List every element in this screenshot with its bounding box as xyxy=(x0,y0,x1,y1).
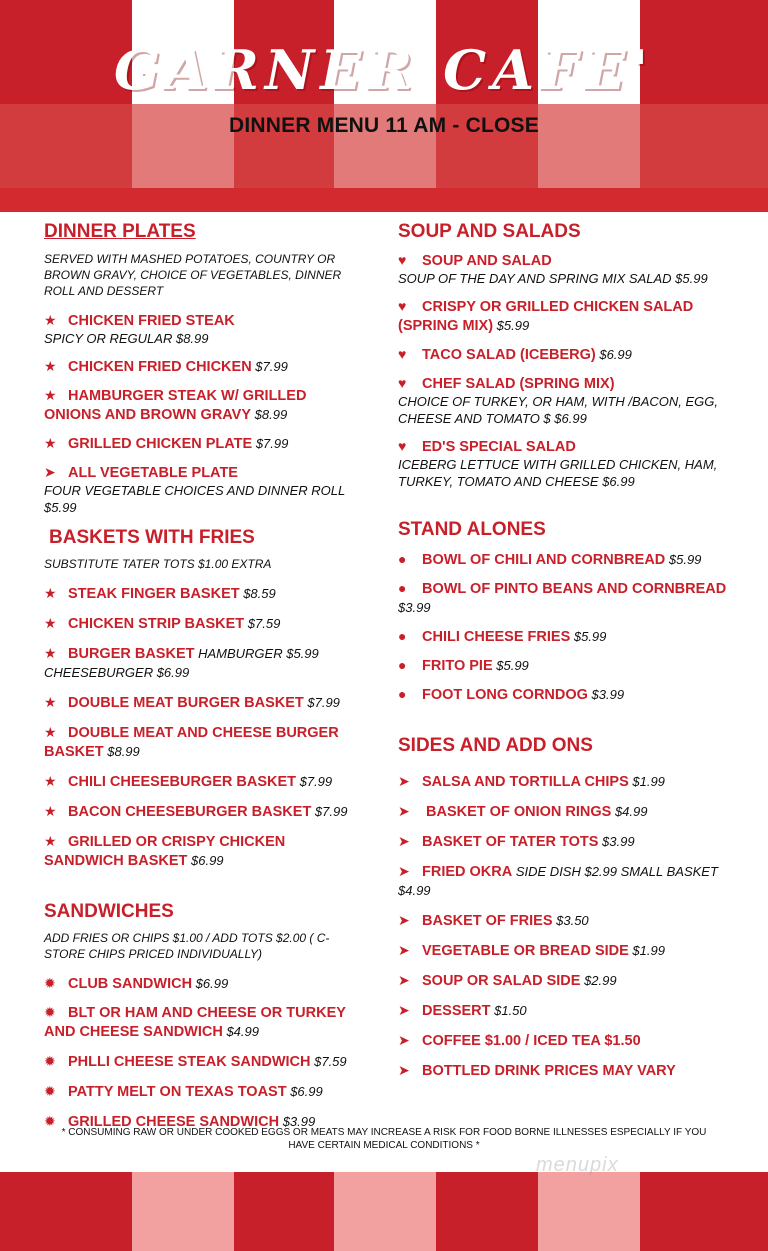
menu-item xyxy=(398,374,736,427)
item-name: CRISPY OR GRILLED CHICKEN SALAD (SPRING MIX) xyxy=(398,299,694,334)
item-price: $4.99 xyxy=(611,804,648,819)
dot-icon: ● xyxy=(398,551,407,567)
item-name: SOUP AND SALAD xyxy=(422,253,552,269)
footer-banner xyxy=(0,1172,768,1251)
heart-icon: ♥ xyxy=(398,252,407,268)
dinner-plates-note: SERVED WITH MASHED POTATOES, COUNTRY OR BROWN GRAVY, CHOICE OF VEGETABLES, DINNER ROLL AND DESSERT xyxy=(44,252,342,298)
gingham-stripe xyxy=(640,1172,768,1251)
dot-icon: ● xyxy=(398,628,407,644)
item-name: BASKET OF ONION RINGS xyxy=(422,804,612,820)
item-price: HAMBURGER $5.99 CHEESEBURGER $6.99 xyxy=(44,646,319,680)
item-price: $1.99 xyxy=(628,943,665,958)
arrow-icon: ➤ xyxy=(398,833,410,849)
star-icon: ★ xyxy=(44,312,57,328)
starburst-icon: ✹ xyxy=(44,1053,56,1069)
menu-item xyxy=(44,357,362,376)
dot-icon: ● xyxy=(398,580,407,596)
dinner-plates-title: DINNER PLATES xyxy=(44,221,196,242)
item-price: $3.99 xyxy=(598,834,635,849)
dot-icon: ● xyxy=(398,686,407,702)
item-price: $5.99 xyxy=(665,552,702,567)
menu-item xyxy=(398,802,736,821)
heart-icon: ♥ xyxy=(398,438,407,454)
item-price: $8.99 xyxy=(103,744,140,759)
item-price: $1.50 xyxy=(490,1003,527,1018)
menu-item xyxy=(398,685,736,704)
menu-item xyxy=(44,463,362,516)
stand-alones-title: STAND ALONES xyxy=(398,519,546,540)
gingham-stripe xyxy=(132,1172,234,1251)
menu-subtitle: DINNER MENU 11 AM - CLOSE xyxy=(229,114,539,137)
right-column xyxy=(398,220,736,1080)
menu-item xyxy=(398,656,736,675)
item-name: TACO SALAD (ICEBERG) xyxy=(422,347,596,363)
menu-item xyxy=(398,297,736,335)
arrow-icon: ➤ xyxy=(398,1062,410,1078)
item-name: CHILI CHEESE FRIES xyxy=(422,629,571,645)
menu-item xyxy=(398,941,736,960)
heart-icon: ♥ xyxy=(398,375,407,391)
item-name: COFFEE $1.00 / ICED TEA $1.50 xyxy=(422,1033,641,1049)
item-price: $7.99 xyxy=(252,436,289,451)
item-name: ALL VEGETABLE PLATE xyxy=(68,465,238,481)
sides-title: SIDES AND ADD ONS xyxy=(398,735,593,756)
gingham-stripe xyxy=(436,1172,538,1251)
item-price: $6.99 xyxy=(192,976,229,991)
item-price: $3.99 xyxy=(279,1114,316,1129)
item-name: CHICKEN FRIED STEAK xyxy=(68,313,235,329)
item-price: $5.99 xyxy=(492,658,529,673)
menu-item xyxy=(44,644,362,682)
arrow-icon: ➤ xyxy=(398,863,410,879)
item-name: FRIED OKRA xyxy=(422,864,513,880)
menu-item xyxy=(398,1001,736,1020)
item-name: CHEF SALAD (SPRING MIX) xyxy=(422,376,615,392)
baskets-note: SUBSTITUTE TATER TOTS $1.00 EXTRA xyxy=(44,557,272,571)
item-name: PATTY MELT ON TEXAS TOAST xyxy=(68,1084,287,1100)
arrow-icon: ➤ xyxy=(398,942,410,958)
gingham-stripe xyxy=(0,1172,102,1251)
item-price: $6.99 xyxy=(595,347,632,362)
menu-item xyxy=(44,311,362,347)
item-price: $4.99 xyxy=(222,1024,259,1039)
item-price: $7.99 xyxy=(303,695,340,710)
item-name: SOUP OR SALAD SIDE xyxy=(422,973,581,989)
arrow-icon: ➤ xyxy=(398,773,410,789)
gingham-stripe xyxy=(538,1172,640,1251)
arrow-icon: ➤ xyxy=(398,803,410,819)
starburst-icon: ✹ xyxy=(44,1083,56,1099)
item-name: BOWL OF CHILI AND CORNBREAD xyxy=(422,552,666,568)
item-name: GRILLED CHEESE SANDWICH xyxy=(68,1114,280,1130)
menu-item xyxy=(398,251,736,287)
star-icon: ★ xyxy=(44,833,57,849)
item-name: BOTTLED DRINK PRICES MAY VARY xyxy=(422,1063,676,1079)
menu-item xyxy=(44,723,362,761)
heart-icon: ♥ xyxy=(398,346,407,362)
item-name: GRILLED CHICKEN PLATE xyxy=(68,436,253,452)
menu-item xyxy=(398,345,736,364)
item-desc: SPICY OR REGULAR $8.99 xyxy=(44,331,209,346)
menu-item xyxy=(44,832,362,870)
item-name: SALSA AND TORTILLA CHIPS xyxy=(422,774,629,790)
health-disclaimer: * CONSUMING RAW OR UNDER COOKED EGGS OR MEATS MAY INCREASE A RISK FOR FOOD BORNE ILLNESSES ESPECIALLY IF YOU HAVE CERTAIN MEDICAL CONDITIONS * xyxy=(61,1127,707,1151)
menu-item xyxy=(44,386,362,424)
item-name: BOWL OF PINTO BEANS AND CORNBREAD xyxy=(422,581,727,597)
menu-item xyxy=(398,550,736,569)
item-price: $7.99 xyxy=(251,359,288,374)
item-desc: FOUR VEGETABLE CHOICES AND DINNER ROLL $5.99 xyxy=(44,483,345,515)
menu-item xyxy=(44,1052,362,1071)
baskets-title: BASKETS WITH FRIES xyxy=(49,527,255,548)
item-name: CLUB SANDWICH xyxy=(68,976,193,992)
star-icon: ★ xyxy=(44,387,57,403)
item-name: BLT OR HAM AND CHEESE OR TURKEY AND CHEESE SANDWICH xyxy=(44,1005,346,1040)
item-price: $3.99 xyxy=(587,687,625,702)
item-name: DOUBLE MEAT AND CHEESE BURGER BASKET xyxy=(44,725,339,760)
star-icon: ★ xyxy=(44,435,57,451)
item-price: $6.99 xyxy=(187,853,224,868)
arrow-icon: ➤ xyxy=(398,1032,410,1048)
header-bottom-bar xyxy=(0,188,768,212)
item-price: $7.59 xyxy=(244,616,281,631)
menu-item xyxy=(398,971,736,990)
dot-icon: ● xyxy=(398,657,407,673)
menu-item xyxy=(44,584,362,603)
item-name: GRILLED OR CRISPY CHICKEN SANDWICH BASKET xyxy=(44,834,286,869)
item-price: $7.99 xyxy=(296,774,333,789)
menu-item xyxy=(398,772,736,791)
item-name: VEGETABLE OR BREAD SIDE xyxy=(422,943,629,959)
menu-item xyxy=(44,434,362,453)
arrow-icon: ➤ xyxy=(398,912,410,928)
item-desc: ICEBERG LETTUCE WITH GRILLED CHICKEN, HAM, TURKEY, TOMATO AND CHEESE $6.99 xyxy=(398,457,718,489)
menu-item xyxy=(44,693,362,712)
menu-item xyxy=(44,614,362,633)
item-price: SIDE DISH $2.99 SMALL BASKET $4.99 xyxy=(398,864,718,898)
item-name: BASKET OF TATER TOTS xyxy=(422,834,599,850)
item-price: $5.99 xyxy=(570,629,607,644)
item-name: FOOT LONG CORNDOG xyxy=(422,687,588,703)
item-name: DESSERT xyxy=(422,1003,491,1019)
star-icon: ★ xyxy=(44,773,57,789)
item-name: HAMBURGER STEAK W/ GRILLED ONIONS AND BROWN GRAVY xyxy=(44,388,307,423)
item-name: DOUBLE MEAT BURGER BASKET xyxy=(68,695,304,711)
soup-salads-title: SOUP AND SALADS xyxy=(398,221,581,242)
star-icon: ★ xyxy=(44,358,57,374)
heart-icon: ♥ xyxy=(398,298,407,314)
left-column xyxy=(44,220,362,1131)
item-price: $3.50 xyxy=(552,913,589,928)
star-icon: ★ xyxy=(44,645,57,661)
menu-item xyxy=(398,579,736,617)
item-name: BURGER BASKET xyxy=(68,646,195,662)
item-name: CHICKEN FRIED CHICKEN xyxy=(68,359,252,375)
starburst-icon: ✹ xyxy=(44,975,56,991)
header-banner xyxy=(0,0,768,212)
star-icon: ★ xyxy=(44,803,57,819)
star-icon: ★ xyxy=(44,694,57,710)
menu-item xyxy=(398,862,736,900)
item-desc: SOUP OF THE DAY AND SPRING MIX SALAD $5.99 xyxy=(398,271,708,286)
menu-item xyxy=(398,911,736,930)
gingham-stripe xyxy=(334,1172,436,1251)
item-name: ED'S SPECIAL SALAD xyxy=(422,439,576,455)
starburst-icon: ✹ xyxy=(44,1113,56,1129)
arrow-icon: ➤ xyxy=(398,972,410,988)
arrow-icon: ➤ xyxy=(44,464,56,480)
item-name: STEAK FINGER BASKET xyxy=(68,586,240,602)
item-name: PHLLI CHEESE STEAK SANDWICH xyxy=(68,1054,311,1070)
sandwiches-title: SANDWICHES xyxy=(44,901,174,922)
sandwiches-note: ADD FRIES OR CHIPS $1.00 / ADD TOTS $2.00 ( C-STORE CHIPS PRICED INDIVIDUALLY) xyxy=(44,931,330,961)
item-name: FRITO PIE xyxy=(422,658,493,674)
item-name: BACON CHEESEBURGER BASKET xyxy=(68,804,312,820)
cafe-title: GARNER CAFE' xyxy=(114,38,654,102)
item-desc: CHOICE OF TURKEY, OR HAM, WITH /BACON, EGG, CHEESE AND TOMATO $ $6.99 xyxy=(398,394,718,426)
menu-item xyxy=(44,1003,362,1041)
star-icon: ★ xyxy=(44,724,57,740)
item-price: $7.99 xyxy=(311,804,348,819)
menu-item xyxy=(398,1061,736,1080)
item-price: $1.99 xyxy=(628,774,665,789)
item-name: BASKET OF FRIES xyxy=(422,913,553,929)
item-name: CHILI CHEESEBURGER BASKET xyxy=(68,774,296,790)
item-price: $8.59 xyxy=(239,586,276,601)
star-icon: ★ xyxy=(44,615,57,631)
item-price: $8.99 xyxy=(251,407,288,422)
star-icon: ★ xyxy=(44,585,57,601)
menu-item xyxy=(398,832,736,851)
menu-item xyxy=(44,974,362,993)
gingham-stripe xyxy=(234,1172,336,1251)
item-price: $2.99 xyxy=(580,973,617,988)
item-price: $5.99 xyxy=(493,318,530,333)
item-name: CHICKEN STRIP BASKET xyxy=(68,616,245,632)
item-price: $3.99 xyxy=(398,600,431,615)
watermark-logo: menupix xyxy=(536,1154,619,1176)
menu-item xyxy=(44,772,362,791)
menu-item xyxy=(398,437,736,490)
menu-item xyxy=(398,627,736,646)
starburst-icon: ✹ xyxy=(44,1004,56,1020)
gingham-stripe xyxy=(102,1172,132,1251)
item-price: $6.99 xyxy=(286,1084,323,1099)
item-price: $7.59 xyxy=(310,1054,347,1069)
arrow-icon: ➤ xyxy=(398,1002,410,1018)
menu-item xyxy=(44,802,362,821)
menu-item xyxy=(398,1031,736,1050)
menu-item xyxy=(44,1082,362,1101)
